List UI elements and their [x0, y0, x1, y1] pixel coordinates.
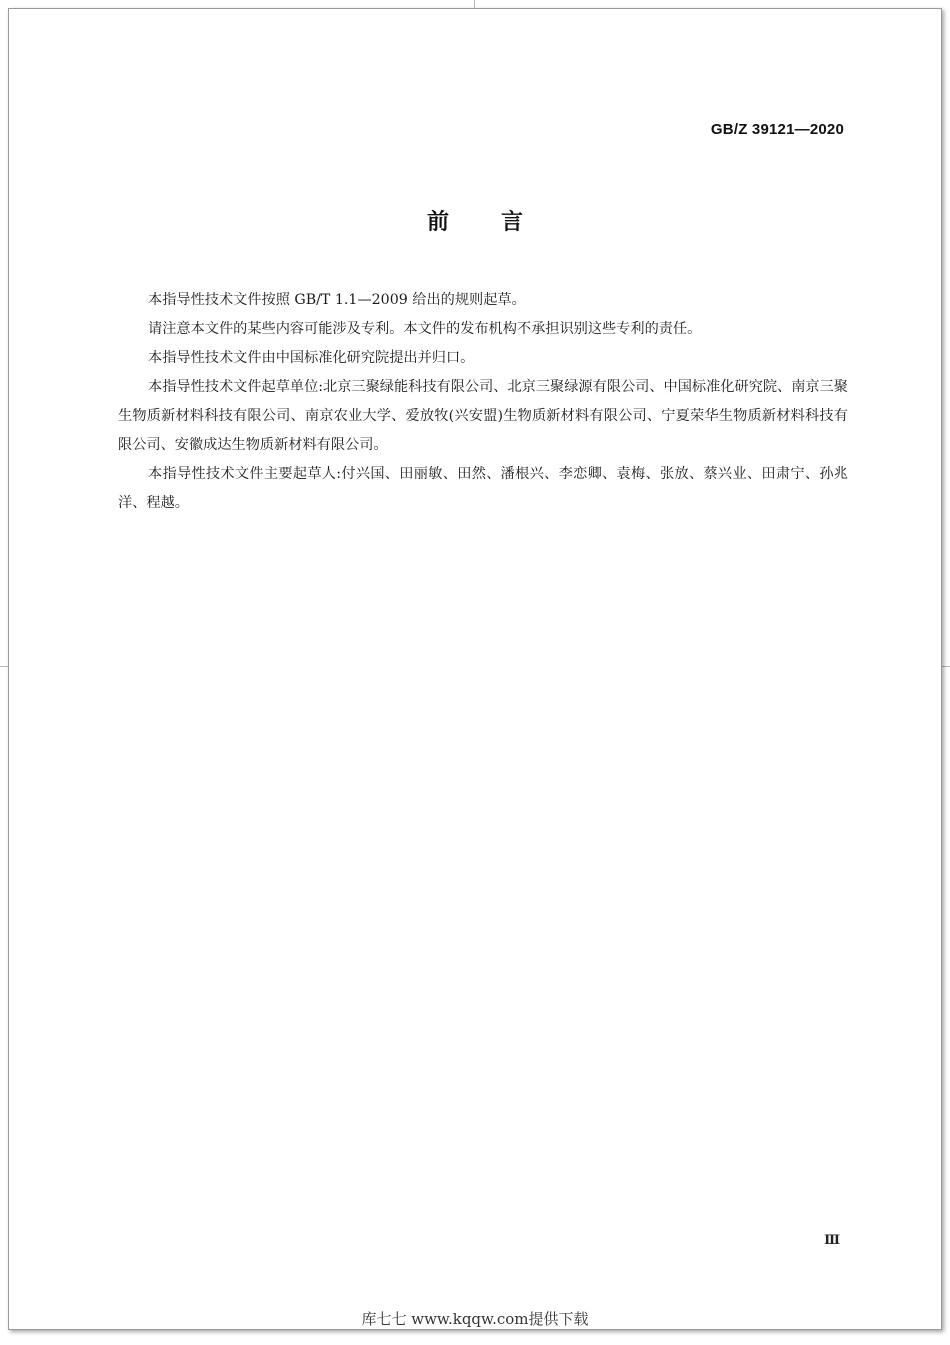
crop-mark-top	[474, 0, 475, 8]
page-title: 前言	[426, 210, 575, 235]
page-number: Ⅲ	[824, 1233, 840, 1248]
paragraph-drafting-rules: 本指导性技术文件按照 GB/T 1.1—2009 给出的规则起草。	[148, 292, 526, 308]
paragraph-drafters: 本指导性技术文件主要起草人:付兴国、田丽敏、田然、潘根兴、李恋卿、袁梅、张放、蔡兴业、田肃宁、孙兆洋、程越。	[118, 466, 848, 511]
crop-mark-right	[942, 666, 950, 667]
download-footer: 库七七 www.kqqw.com提供下载	[361, 1310, 589, 1328]
standard-number: GB/Z 39121—2020	[710, 121, 844, 138]
paragraph-drafting-units: 本指导性技术文件起草单位:北京三聚绿能科技有限公司、北京三聚绿源有限公司、中国标准化研究院、南京三聚生物质新材料科技有限公司、南京农业大学、爱放牧(兴安盟)生物质新材料有限公司、宁夏荣华生物质新材料科技有限公司、安徽成达生物质新材料有限公司。	[118, 379, 848, 453]
foreword-body	[118, 286, 848, 518]
paragraph-proposer: 本指导性技术文件由中国标准化研究院提出并归口。	[148, 350, 475, 366]
crop-mark-left	[0, 666, 8, 667]
paragraph-patent-notice: 请注意本文件的某些内容可能涉及专利。本文件的发布机构不承担识别这些专利的责任。	[148, 321, 702, 337]
